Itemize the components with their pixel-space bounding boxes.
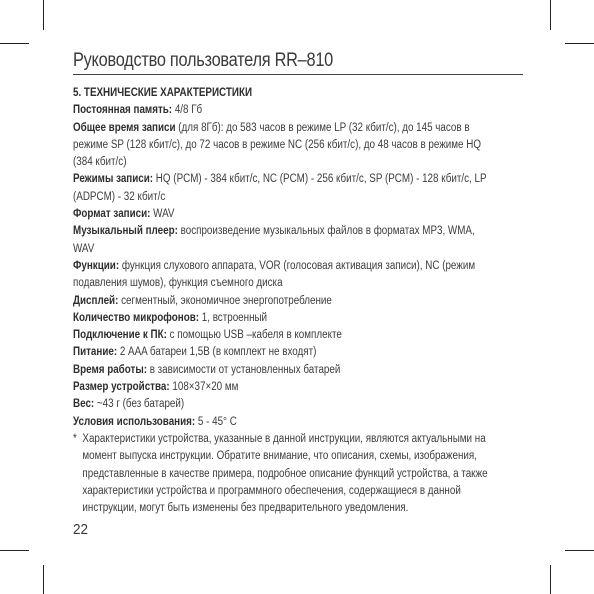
- spec-item: [73, 120, 492, 172]
- spec-item: [73, 206, 492, 223]
- spec-label: Дисплей:: [73, 294, 119, 307]
- spec-label: Режимы записи:: [73, 173, 154, 186]
- footnote-asterisk: *: [73, 432, 77, 445]
- spec-value: в зависимости от установленных батарей: [146, 363, 341, 376]
- spec-value: 5 - 45° С: [195, 415, 237, 428]
- spec-label: Формат записи:: [73, 208, 151, 221]
- crop-mark: [565, 550, 594, 551]
- spec-label: Общее время записи: [73, 121, 176, 134]
- spec-value: WAV: [150, 208, 175, 221]
- crop-mark: [565, 43, 594, 44]
- spec-label: Размер устройства:: [73, 381, 170, 394]
- spec-label: Время работы:: [73, 363, 147, 376]
- crop-mark: [43, 565, 44, 594]
- crop-mark: [43, 0, 44, 30]
- page-title: Руководство пользователя RR–810: [73, 50, 334, 71]
- spec-value: воспроизведение музыкальных файлов в форматах MP3, WMA, WAV: [73, 225, 475, 255]
- spec-label: Вес:: [73, 398, 95, 411]
- spec-item: [73, 223, 492, 258]
- spec-value: ~43 г (без батарей): [94, 398, 185, 411]
- footnote-text: Характеристики устройства, указанные в данной инструкции, являются актуальными на момент выпуска инструкции. Обратите внимание, что описания, схемы, изображения, представленные в качестве примера, подробное описание функций устройства, а также характеристики устройства и программного обеспечения, содержащиеся в данной инструкции, могут быть изменены без предварительного уведомления.: [82, 432, 488, 515]
- spec-value: (для 8Гб): до 583 часов в режиме LP (32 кбит/с), до 145 часов в режиме SP (128 кбит/с), до 72 часов в режиме NC (256 кбит/с), до 48 часов в режиме HQ (384 кбит/с): [73, 121, 482, 169]
- title-divider: [73, 74, 523, 75]
- spec-label: Музыкальный плеер:: [73, 225, 178, 238]
- spec-section: [73, 85, 492, 517]
- spec-item: [73, 102, 492, 119]
- spec-value: сегментный, экономичное энергопотребление: [118, 294, 332, 307]
- spec-value: 108×37×20 мм: [169, 381, 239, 394]
- spec-value: HQ (PCM) - 384 кбит/с, NC (PCM) - 256 кбит/с, SP (PCM) - 128 кбит/с, LP (ADPCM) - 32 кбит/с: [73, 173, 487, 203]
- spec-label: Количество микрофонов:: [73, 311, 200, 324]
- spec-item: [73, 414, 492, 431]
- spec-label: Условия использования:: [73, 415, 196, 428]
- footnote: [73, 431, 492, 517]
- crop-mark: [0, 550, 29, 551]
- spec-value: с помощью USB –кабеля в комплекте: [166, 329, 342, 342]
- crop-mark: [0, 43, 29, 44]
- spec-item: [73, 362, 492, 379]
- spec-item: [73, 379, 492, 396]
- crop-mark: [550, 565, 551, 594]
- spec-label: Функции:: [73, 259, 120, 272]
- spec-item: [73, 327, 492, 344]
- spec-item: [73, 396, 492, 413]
- spec-value: 1, встроенный: [199, 311, 268, 324]
- crop-mark: [550, 0, 551, 30]
- spec-label: Постоянная память:: [73, 104, 173, 117]
- spec-value: функция слухового аппарата, VOR (голосовая активация записи), NC (режим подавления шумов), функция съемного диска: [73, 259, 476, 290]
- spec-item: [73, 171, 492, 206]
- spec-label: Подключение к ПК:: [73, 329, 167, 342]
- page-number: 22: [73, 521, 89, 538]
- spec-item: [73, 293, 492, 310]
- spec-label: Питание:: [73, 346, 118, 359]
- spec-item: [73, 258, 492, 293]
- spec-value: 2 AAA батареи 1,5В (в комплект не входят): [117, 346, 317, 359]
- section-heading: 5. ТЕХНИЧЕСКИЕ ХАРАКТЕРИСТИКИ: [73, 87, 253, 99]
- spec-item: [73, 310, 492, 327]
- spec-value: 4/8 Гб: [172, 104, 203, 117]
- spec-item: [73, 344, 492, 361]
